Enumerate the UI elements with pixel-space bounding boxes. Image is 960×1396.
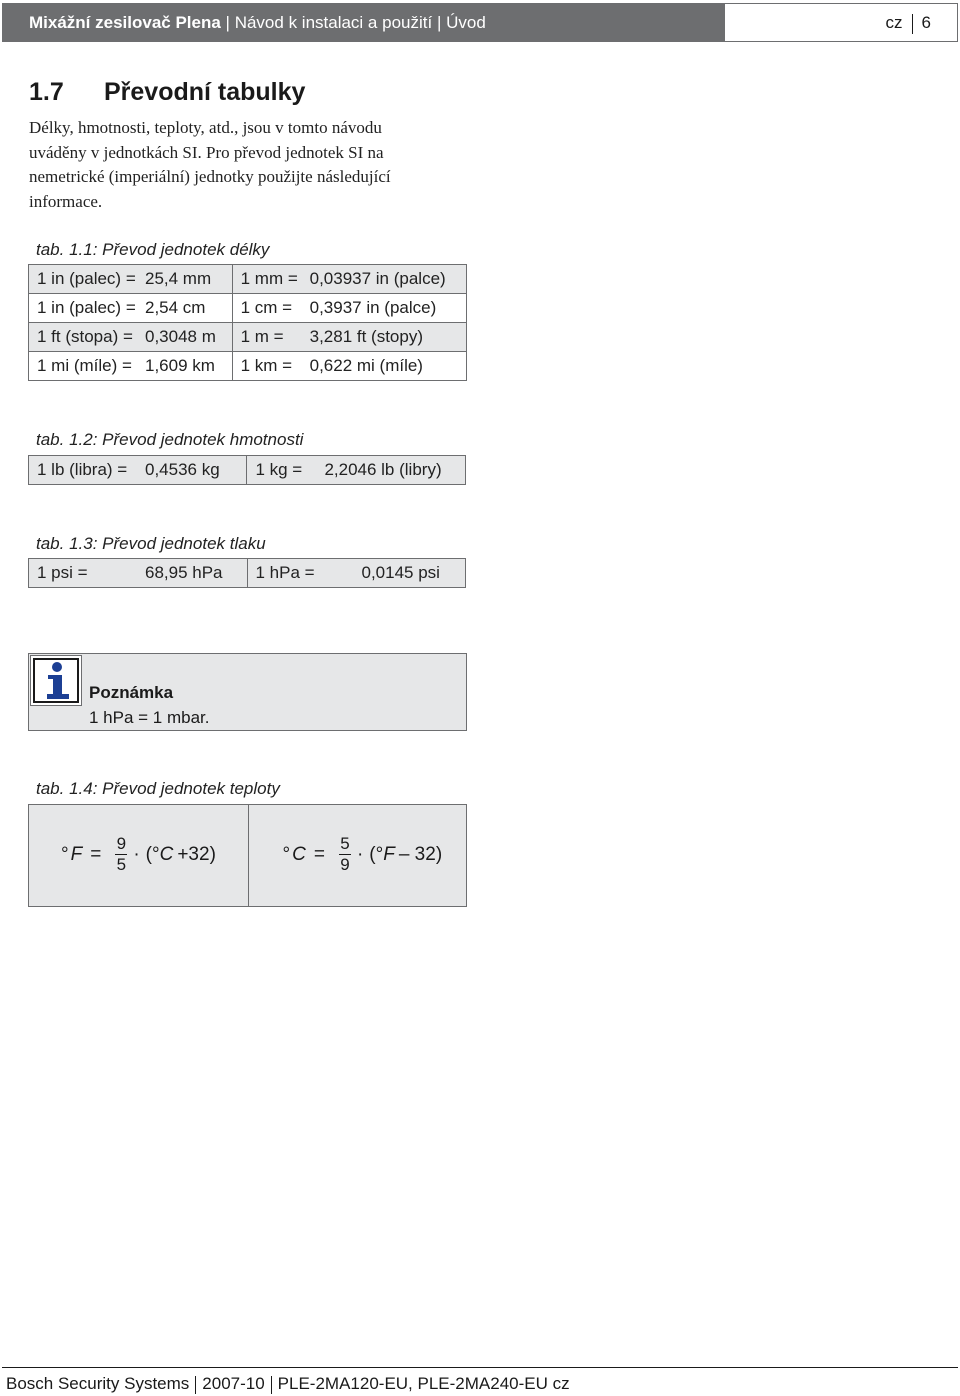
info-icon — [30, 655, 82, 706]
temperature-conversion-table — [28, 804, 467, 907]
pressure-table-caption: tab. 1.3: Převod jednotek tlaku — [36, 534, 266, 553]
table-row — [29, 265, 467, 294]
length-table-caption: tab. 1.1: Převod jednotek délky — [36, 240, 270, 259]
table-cell: 1 km = 0,622 mi (míle) — [232, 352, 466, 381]
temperature-table-caption: tab. 1.4: Převod jednotek teploty — [36, 779, 280, 798]
table-cell: 1 mi (míle) = 1,609 km — [29, 352, 233, 381]
fraction: $\frac{5}{9}$ — [340, 834, 350, 874]
header-title-bar — [2, 3, 724, 42]
celsius-formula: ° C = $\frac{5}{9}$ · ( ° F – 32 ) — [282, 834, 443, 874]
formula-cell-celsius — [248, 805, 467, 906]
table-cell: 1 hPa = 0,0145 psi — [247, 559, 466, 588]
header-separator: | — [225, 13, 230, 32]
note-title: Poznámka — [89, 683, 174, 702]
footer-rule — [2, 1367, 958, 1368]
table-cell: 1 ft (stopa) = 0,3048 m — [29, 323, 233, 352]
footer-models: PLE-2MA120-EU, PLE-2MA240-EU cz — [277, 1374, 570, 1393]
table-cell: 1 psi = 68,95 hPa — [29, 559, 248, 588]
formula-cell-fahrenheit — [29, 805, 248, 906]
table-cell: 1 cm = 0,3937 in (palce) — [232, 294, 466, 323]
note-box — [28, 653, 467, 731]
table-cell: 1 in (palec) = 25,4 mm — [29, 265, 233, 294]
note-text: 1 hPa = 1 mbar. — [89, 708, 210, 727]
header-separator: | — [436, 13, 442, 32]
section-title-text: Převodní tabulky — [104, 78, 306, 106]
section-number: 1.7 — [29, 78, 64, 106]
document-name: Návod k instalaci a použití — [234, 13, 433, 32]
divider — [271, 1376, 272, 1394]
table-cell: 1 in (palec) = 2,54 cm — [29, 294, 233, 323]
section-name: Úvod — [446, 13, 486, 32]
product-name: Mixážní zesilovač Plena — [29, 13, 221, 32]
table-row — [29, 559, 466, 588]
divider — [912, 14, 913, 34]
table-row — [29, 323, 467, 352]
mass-conversion-table — [28, 455, 466, 485]
table-cell: 1 mm = 0,03937 in (palce) — [232, 265, 466, 294]
footer-date: 2007-10 — [202, 1374, 265, 1393]
intro-paragraph: Délky, hmotnosti, teploty, atd., jsou v tomto návodu uváděny v jednotkách SI. Pro převod jednotek SI na nemetrické (imperiální) jednotky použijte následující informace. — [29, 118, 391, 211]
table-row — [29, 456, 466, 485]
table-row — [29, 352, 467, 381]
fahrenheit-formula: ° F = $\frac{9}{5}$ · ( ° C +32 ) — [61, 834, 216, 874]
table-cell: 1 m = 3,281 ft (stopy) — [232, 323, 466, 352]
table-row — [29, 294, 467, 323]
fraction: $\frac{9}{5}$ — [116, 834, 127, 874]
language-code: cz — [885, 13, 903, 32]
divider — [195, 1376, 196, 1394]
page-number: 6 — [921, 13, 931, 32]
length-conversion-table — [28, 264, 467, 381]
header-page-box — [724, 3, 958, 42]
page-title — [29, 78, 305, 107]
pressure-conversion-table — [28, 558, 466, 588]
mass-table-caption: tab. 1.2: Převod jednotek hmotnosti — [36, 430, 304, 449]
table-cell: 1 lb (libra) = 0,4536 kg — [29, 456, 247, 485]
footer — [6, 1374, 570, 1394]
footer-company: Bosch Security Systems — [6, 1374, 190, 1393]
table-cell: 1 kg = 2,2046 lb (libry) — [247, 456, 466, 485]
